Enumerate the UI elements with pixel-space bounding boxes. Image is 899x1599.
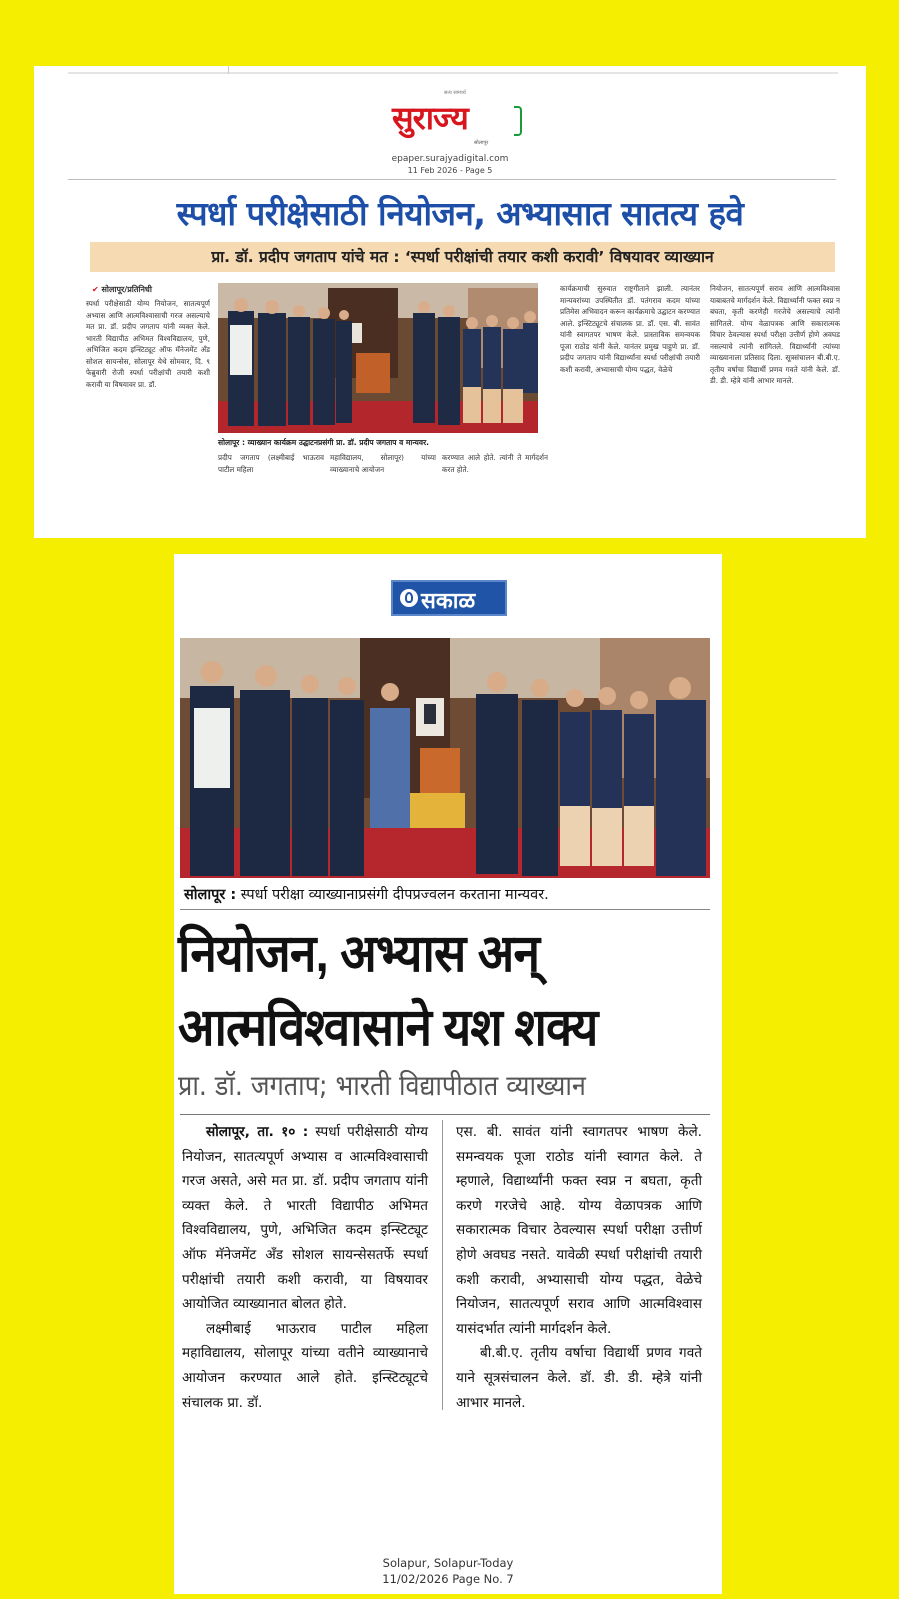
- subheadline-rule: [180, 1114, 710, 1115]
- event-photo: [180, 638, 710, 878]
- masthead-rule: [68, 179, 836, 180]
- sakal-clipping: [174, 554, 722, 1594]
- article-column-4: करण्यात आले होते. त्यांनी ते मार्गदर्शन करत होते.: [442, 453, 548, 474]
- article-paragraph-1-text: स्पर्धा परीक्षेसाठी योग्य नियोजन, सातत्यपूर्ण अभ्यास व आत्मविश्वासाची गरज असते, असे मत प्रा. डॉ. प्रदीप जगताप यांनी व्यक्त केले. ते भारती विद्यापीठ अभिमत विश्वविद्यालय, पुणे, अभिजित कदम इन्स्टिट्यूट ऑफ मॅनेजमेंट अँड सोशल सायन्सेसतर्फे स्पर्धा परीक्षांची तयारी कशी करावी, या विषयावर आयोजित व्याख्यानात बोलत होते.: [182, 1124, 428, 1313]
- photo-caption: सोलापूर : व्याख्यान कार्यक्रम उद्घाटनप्रसंगी प्रा. डॉ. प्रदीप जगताप व मान्यवर.: [218, 438, 429, 447]
- article-paragraph-1: [182, 1120, 428, 1317]
- caption-text: स्पर्धा परीक्षा व्याख्यानाप्रसंगी दीपप्रज्वलन करताना मान्यवर.: [236, 887, 549, 903]
- surajya-clipping: [34, 66, 866, 538]
- sakal-emblem-icon: [400, 589, 418, 607]
- byline: [92, 284, 207, 295]
- dateline: सोलापूर, ता. १० :: [206, 1124, 309, 1140]
- sakal-headline-line-1: नियोजन, अभ्यास अन्: [178, 925, 540, 983]
- sakal-logo-text: सकाळ: [421, 589, 476, 614]
- article-column-5: कार्यक्रमाची सुरुवात राष्ट्रगीताने झाली. त्यानंतर मान्यवरांच्या उपस्थितीत डॉ. पतंगराव कदम यांच्या प्रतिमेस अभिवादन करून कार्यक्रमाचे उद्घाटन करण्यात आले. इन्स्टिट्यूटचे संचालक प्रा. डॉ. एस. बी. सावंत यांनी स्वागतपर भाषण केले. प्रास्ताविक समन्वयक पूजा राठोड यांनी केले. यानंतर प्रमुख पाहुणे प्रा. डॉ. प्रदीप जगताप यांनी विद्यार्थ्यांना स्पर्धा परीक्षांची तयारी कशी करावी, अभ्यासाची योग्य पद्धत, वेळेचे: [560, 284, 700, 374]
- byline-tick-icon: ✔: [92, 285, 99, 294]
- article-paragraph-3: एस. बी. सावंत यांनी स्वागतपर भाषण केले. समन्वयक पूजा राठोड यांनी स्वागत केले. ते म्हणाले, विद्यार्थ्यांनी फक्त स्वप्न न बघता, कृती करणे गरजेचे आहे. योग्य वेळापत्रक आणि सकारात्मक विचार ठेवल्यास स्पर्धा परीक्षा उत्तीर्ण होणे अवघड नसते. यावेळी स्पर्धा परीक्षांची तयारी कशी करावी, अभ्यासाची योग्य पद्धत, वेळेचे नियोजन, सातत्यपूर्ण सराव आणि आत्मविश्वास यासंदर्भात त्यांनी मार्गदर्शन केले.: [456, 1124, 702, 1337]
- surajya-logo-tagline: सत्य सामर्थ्य: [444, 90, 466, 96]
- byline-text: सोलापूर/प्रतिनिधी: [101, 285, 152, 294]
- edition-footer-place: Solapur, Solapur-Today: [382, 1556, 514, 1570]
- epaper-url: epaper.surajyadigital.com: [391, 154, 509, 164]
- article-column-1: [182, 1120, 428, 1415]
- article-column-6: नियोजन, सातत्यपूर्ण सराव आणि आत्मविश्वास याबाबतचे मार्गदर्शन केले. विद्यार्थ्यांनी फक्त स्वप्न न बघता, कृती करणेही गरजेचे असल्याचे त्यांनी सांगितले. योग्य वेळापत्रक आणि सकारात्मक विचार ठेवल्यास स्पर्धा परीक्षा उत्तीर्ण होणे अवघड नसल्याचे त्यांनी सांगितले. विद्यार्थ्यांनी त्यांच्या व्याख्यानाला प्रतिसाद दिला. सूत्रसंचालन बी.बी.ए. तृतीय वर्षाचा विद्यार्थी प्रणव गवते यांनी केले. डॉ. डी. डी. म्हेत्रे यांनी आभार मानले.: [710, 284, 840, 385]
- surajya-headline: स्पर्धा परीक्षेसाठी नियोजन, अभ्यासात सातत्य हवे: [176, 194, 744, 233]
- caption-place: सोलापूर :: [184, 887, 237, 903]
- article-paragraph-2: लक्ष्मीबाई भाऊराव पाटील महिला महाविद्यालय, सोलापूर यांच्या वतीने व्याख्यानाचे आयोजन करण्यात आले होते. इन्स्टिट्यूटचे संचालक प्रा. डॉ.: [182, 1320, 428, 1411]
- article-column-3: महाविद्यालय, सोलापूर) यांच्या व्याख्यानाचे आयोजन: [330, 453, 436, 474]
- photo-caption: [184, 884, 714, 904]
- edition-footer-date-page: 11/02/2026 Page No. 7: [382, 1572, 514, 1586]
- surajya-logo: सुराज्य: [392, 99, 468, 137]
- surajya-logo-sub: सोलापूर: [474, 140, 489, 146]
- surajya-logo-mark-icon: [514, 106, 522, 136]
- sakal-headline-line-2: आत्मविश्वासाने यश शक्य: [178, 999, 598, 1057]
- article-paragraph-4: बी.बी.ए. तृतीय वर्षाचा विद्यार्थी प्रणव गवते याने सूत्रसंचालन केले. डॉ. डी. डी. म्हेत्रे यांनी आभार मानले.: [456, 1345, 702, 1411]
- article-column-2: [456, 1120, 702, 1415]
- edition-date-page: 11 Feb 2026 - Page 5: [407, 166, 493, 175]
- top-rule: [68, 72, 838, 74]
- sakal-logo: [391, 580, 507, 616]
- sakal-subheadline: प्रा. डॉ. जगताप; भारती विद्यापीठात व्याख्यान: [178, 1069, 586, 1102]
- column-divider: [442, 1120, 443, 1410]
- article-column-2: प्रदीप जगताप (लक्ष्मीबाई भाऊराव पाटील महिला: [218, 453, 324, 474]
- article-column-1: स्पर्धा परीक्षेसाठी योग्य नियोजन, सातत्यपूर्ण अभ्यास आणि आत्मविश्वासाची गरज असल्याचे मत प्रा. डॉ. प्रदीप जगताप यांनी व्यक्त केले. भारती विद्यापीठ अभिमत विश्वविद्यालय, पुणे, अभिजित कदम इन्स्टिट्यूट ऑफ मॅनेजमेंट अँड सोशल सायन्सेस, सोलापूर येथे सोमवार, दि. ९ फेब्रुवारी रोजी स्पर्धा परीक्षांची तयारी कशी करावी या विषयावर प्रा. डॉ.: [86, 299, 210, 389]
- event-photo: [218, 283, 538, 433]
- caption-rule: [180, 909, 710, 910]
- surajya-subheadline: प्रा. डॉ. प्रदीप जगताप यांचे मत : ‘स्पर्धा परीक्षांची तयार कशी करावी’ विषयावर व्याख्यान: [90, 242, 835, 272]
